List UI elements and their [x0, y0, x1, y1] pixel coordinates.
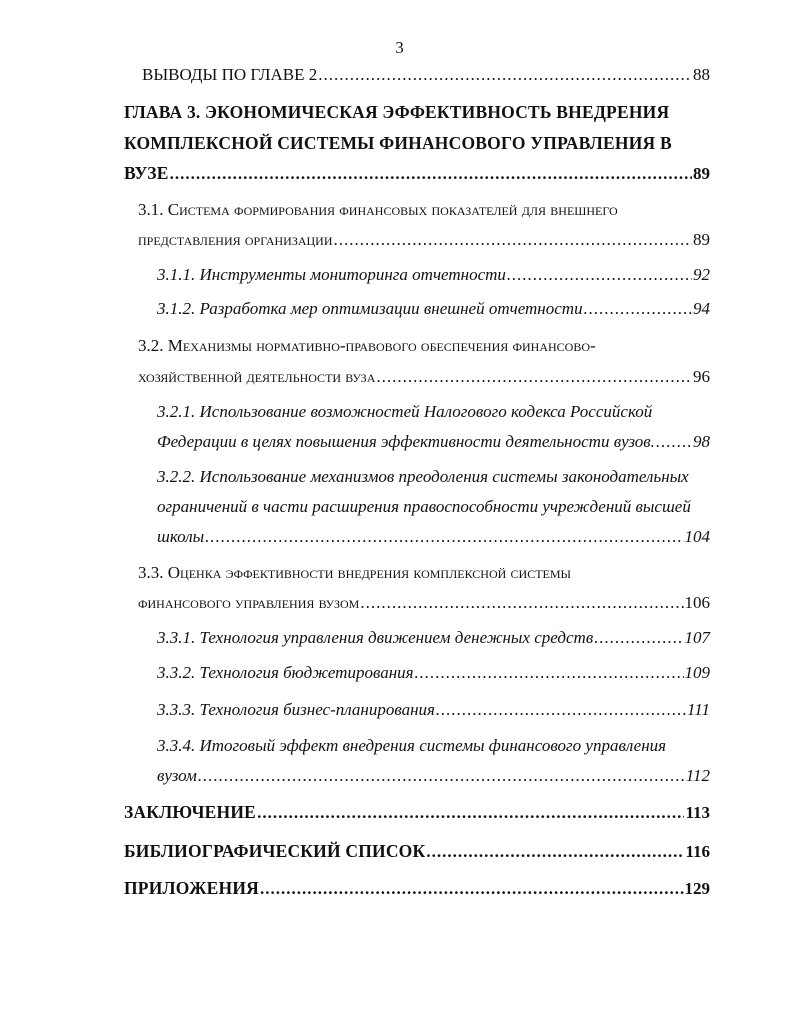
toc-entry-vyvody [142, 64, 710, 86]
leader-dots [415, 662, 684, 684]
toc-entry-title: вузом [157, 766, 197, 785]
toc-entry-page: 111 [687, 700, 710, 719]
section-3-2-2-line-1: 3.2.2. Использование механизмов преодоления системы законодательных [157, 467, 689, 486]
toc-entry-title: школы [157, 527, 205, 546]
leader-dots [318, 64, 692, 86]
toc-entry-title: 3.3.2. Технология бюджетирования [157, 663, 414, 682]
toc-entry-title: 3.1.1. Инструменты мониторинга отчетности [157, 265, 506, 284]
section-3-2-line-1: 3.2. Механизмы нормативно-правового обеспечения финансово- [138, 336, 596, 355]
toc-entry-page: 129 [684, 879, 710, 898]
toc-entry-page: 88 [693, 65, 710, 84]
toc-entry-page: 92 [693, 265, 710, 284]
leader-dots [205, 526, 683, 548]
leader-dots [656, 431, 692, 453]
toc-entry-page: 107 [684, 628, 710, 647]
section-3-3-line-1: 3.3. Оценка эффективности внедрения комплексной системы [138, 563, 571, 582]
toc-entry-page: 94 [693, 299, 710, 318]
toc-entry-3-1 [138, 229, 710, 251]
toc-entry-3-3-1 [157, 627, 710, 649]
toc-entry-title: 3.3.1. Технология управления движением денежных средств [157, 628, 594, 647]
toc-entry-3-1-1 [157, 264, 710, 286]
toc-entry-page: 104 [684, 527, 710, 546]
page-number: 3 [395, 38, 404, 57]
toc-entry-page: 96 [693, 367, 710, 386]
leader-dots [426, 841, 684, 863]
leader-dots [436, 699, 686, 721]
toc-entry-3-3-4 [157, 765, 710, 787]
chapter-3-title-line-2: КОМПЛЕКСНОЙ СИСТЕМЫ ФИНАНСОВОГО УПРАВЛЕНИЯ В [124, 133, 672, 153]
toc-entry-zakl [124, 801, 710, 824]
leader-dots [257, 802, 684, 824]
leader-dots [198, 765, 685, 787]
toc-entry-biblio [124, 840, 710, 863]
leader-dots [594, 627, 683, 649]
toc-entry-3-2 [138, 366, 710, 388]
toc-entry-chapter-3 [124, 162, 710, 185]
toc-entry-title: 3.3.3. Технология бизнес-планирования [157, 700, 435, 719]
section-3-1-line-1: 3.1. Система формирования финансовых показателей для внешнего [138, 200, 618, 219]
toc-entry-title: финансового управления вузом [138, 593, 360, 612]
leader-dots [507, 264, 692, 286]
toc-entry-page: 98 [693, 432, 710, 451]
leader-dots [584, 298, 692, 320]
toc-entry-page: 106 [684, 593, 710, 612]
toc-entry-title: представления организации [138, 230, 333, 249]
toc-entry-title: ПРИЛОЖЕНИЯ [124, 878, 259, 898]
toc-entry-3-3-2 [157, 662, 710, 684]
toc-entry-3-2-2 [157, 526, 710, 548]
toc-entry-title: Федерации в целях повышения эффективности деятельности вузов. [157, 432, 655, 451]
toc-entry-3-1-2 [157, 298, 710, 320]
toc-entry-title: ВУЗЕ [124, 163, 169, 183]
toc-entry-page: 89 [693, 164, 710, 183]
leader-dots [334, 229, 692, 251]
leader-dots [170, 163, 692, 185]
toc-entry-title: БИБЛИОГРАФИЧЕСКИЙ СПИСОК [124, 841, 426, 861]
leader-dots [360, 592, 683, 614]
leader-dots [376, 366, 692, 388]
toc-entry-page: 116 [685, 842, 710, 861]
toc-entry-title: ВЫВОДЫ ПО ГЛАВЕ 2 [142, 65, 318, 84]
toc-entry-3-2-1 [157, 431, 710, 453]
toc-entry-page: 113 [685, 803, 710, 822]
leader-dots [260, 878, 684, 900]
section-3-2-2-line-2: ограничений в части расширения правоспособности учреждений высшей [157, 497, 691, 516]
toc-entry-3-3 [138, 592, 710, 614]
section-3-3-4-line-1: 3.3.4. Итоговый эффект внедрения системы финансового управления [157, 736, 667, 755]
toc-entry-prilozh [124, 877, 710, 900]
section-3-2-1-line-1: 3.2.1. Использование возможностей Налогового кодекса Российской [157, 402, 653, 421]
toc-entry-3-3-3 [157, 699, 710, 721]
toc-entry-page: 109 [684, 663, 710, 682]
toc-entry-title: хозяйственной деятельности вуза [138, 367, 376, 386]
toc-entry-page: 89 [693, 230, 710, 249]
toc-entry-title: 3.1.2. Разработка мер оптимизации внешней отчетности [157, 299, 583, 318]
chapter-3-title-line-1: ГЛАВА 3. ЭКОНОМИЧЕСКАЯ ЭФФЕКТИВНОСТЬ ВНЕДРЕНИЯ [124, 102, 670, 122]
toc-entry-title: ЗАКЛЮЧЕНИЕ [124, 802, 257, 822]
toc-entry-page: 112 [685, 766, 710, 785]
